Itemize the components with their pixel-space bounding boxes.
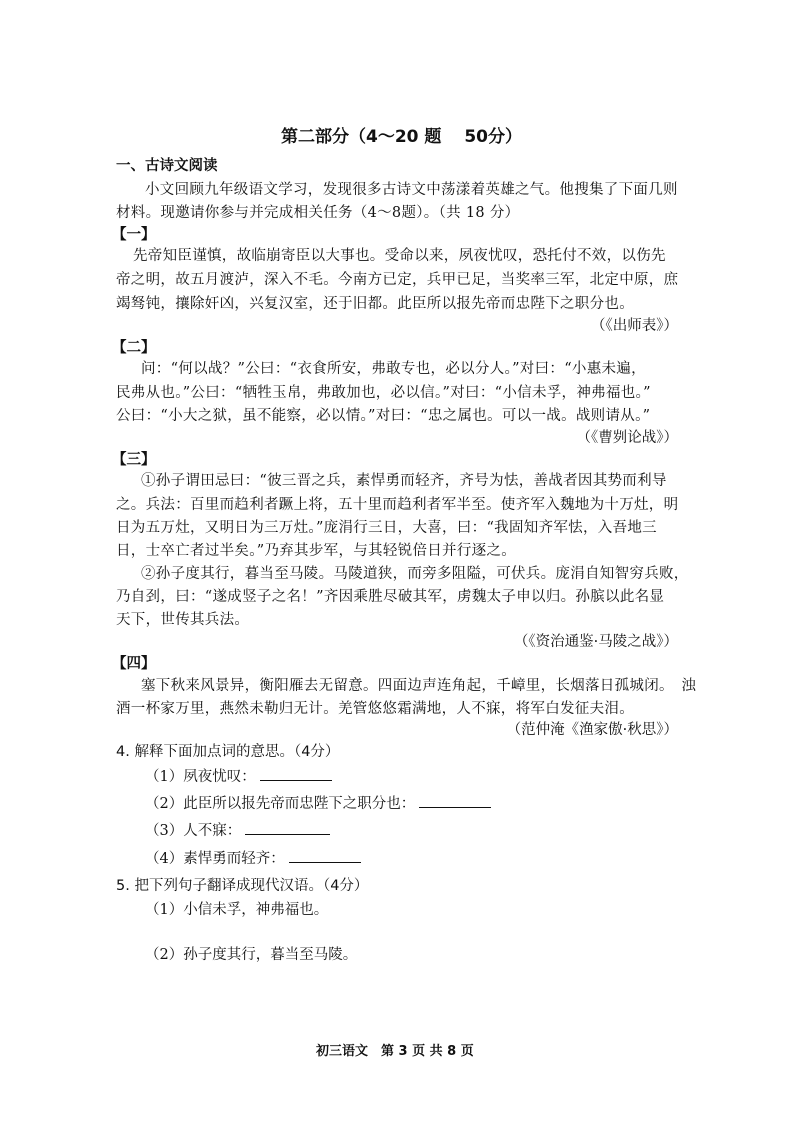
item-label: （1）夙夜忧叹： <box>145 769 256 785</box>
passage-source: （《出师表》） <box>591 318 678 334</box>
passage-line: 问：“何以战？”公曰：“衣食所安，弗敢专也，必以分人。”对曰：“小惠未遍， <box>141 361 646 377</box>
item-label: （3）人不寐： <box>145 823 242 839</box>
section-heading: 一、古诗文阅读 <box>116 158 218 174</box>
passage-line: 公曰：“小大之狱，虽不能察，必以情。”对曰：“忠之属也。可以一战。战则请从。” <box>116 408 651 424</box>
passage-line: 竭驽钝，攘除奸凶，兴复汉室，还于旧都。此臣所以报先帝而忠陛下之职分也。 <box>116 296 634 312</box>
answer-item <box>145 848 361 869</box>
intro-line: 小文回顾九年级语文学习，发现很多古诗文中荡漾着英雄之气。他搜集了下面几则 <box>145 182 678 198</box>
passage-line: 天下，世传其兵法。 <box>116 612 250 628</box>
passage-line: 乃自刭，曰：“遂成竖子之名！”齐因乘胜尽破其军，虏魏太子申以归。孙膑以此名显 <box>116 589 665 605</box>
answer-item <box>145 766 332 787</box>
part-title: 第二部分（4～20 题 50分） <box>281 127 522 147</box>
passage-line: 之。兵法：百里而趋利者蹶上将，五十里而趋利者军半至。使齐军入魏地为十万灶，明 <box>116 497 679 513</box>
question-stem: 4. 解释下面加点词的意思。（4分） <box>116 744 340 760</box>
passage-line: ②孙子度其行，暮当至马陵。马陵道狭，而旁多阻隘，可伏兵。庞涓自知智穷兵败， <box>141 566 689 582</box>
passage-line: 塞下秋来风景异，衡阳雁去无留意。四面边声连角起，千嶂里，长烟落日孤城闭。 浊 <box>141 678 697 694</box>
passage-source: （《曹刿论战》） <box>576 430 678 446</box>
answer-blank[interactable] <box>289 848 361 863</box>
passage-line: 酒一杯家万里，燕然未勒归无计。羌管悠悠霜满地，人不寐，将军白发征夫泪。 <box>116 701 634 717</box>
translate-item: （2）孙子度其行，暮当至马陵。 <box>145 947 358 963</box>
passage-line: 帝之明，故五月渡泸，深入不毛。今南方已定，兵甲已足，当奖率三军，北定中原，庶 <box>116 272 679 288</box>
passage-label: 【一】 <box>112 227 156 243</box>
intro-line: 材料。现邀请你参与并完成相关任务（4～8题）。（共 18 分） <box>116 205 520 221</box>
passage-line: ①孙子谓田忌曰：“彼三晋之兵，素悍勇而轻齐，齐号为怯，善战者因其势而利导 <box>141 473 667 489</box>
passage-label: 【四】 <box>112 656 156 672</box>
answer-blank[interactable] <box>260 766 332 781</box>
passage-source: （《资治通鉴·马陵之战》） <box>513 634 678 650</box>
passage-source: （范仲淹《渔家傲·秋思》） <box>506 722 678 738</box>
passage-label: 【二】 <box>112 340 156 356</box>
answer-item <box>145 820 330 841</box>
passage-line: 日为五万灶，又明日为三万灶。”庞涓行三日，大喜，曰：“我固知齐军怯，入吾地三 <box>116 520 657 536</box>
passage-line: 民弗从也。”公曰：“牺牲玉帛，弗敢加也，必以信。”对曰：“小信未孚，神弗福也。” <box>116 385 651 401</box>
passage-label: 【三】 <box>112 452 156 468</box>
question-stem: 5. 把下列句子翻译成现代汉语。（4分） <box>116 878 369 894</box>
answer-blank[interactable] <box>419 793 491 808</box>
passage-line: 先帝知臣谨慎，故临崩寄臣以大事也。受命以来，夙夜忧叹，恐托付不效，以伤先 <box>133 248 666 264</box>
item-label: （2）此臣所以报先帝而忠陛下之职分也： <box>145 796 416 812</box>
answer-blank[interactable] <box>245 820 330 835</box>
translate-item: （1）小信未孚，神弗福也。 <box>145 902 329 918</box>
page-footer: 初三语文 第 3 页 共 8 页 <box>316 1044 474 1059</box>
item-label: （4）素悍勇而轻齐： <box>145 851 285 867</box>
answer-item <box>145 793 491 814</box>
passage-line: 日，士卒亡者过半矣。”乃弃其步军，与其轻锐倍日并行逐之。 <box>116 543 517 559</box>
